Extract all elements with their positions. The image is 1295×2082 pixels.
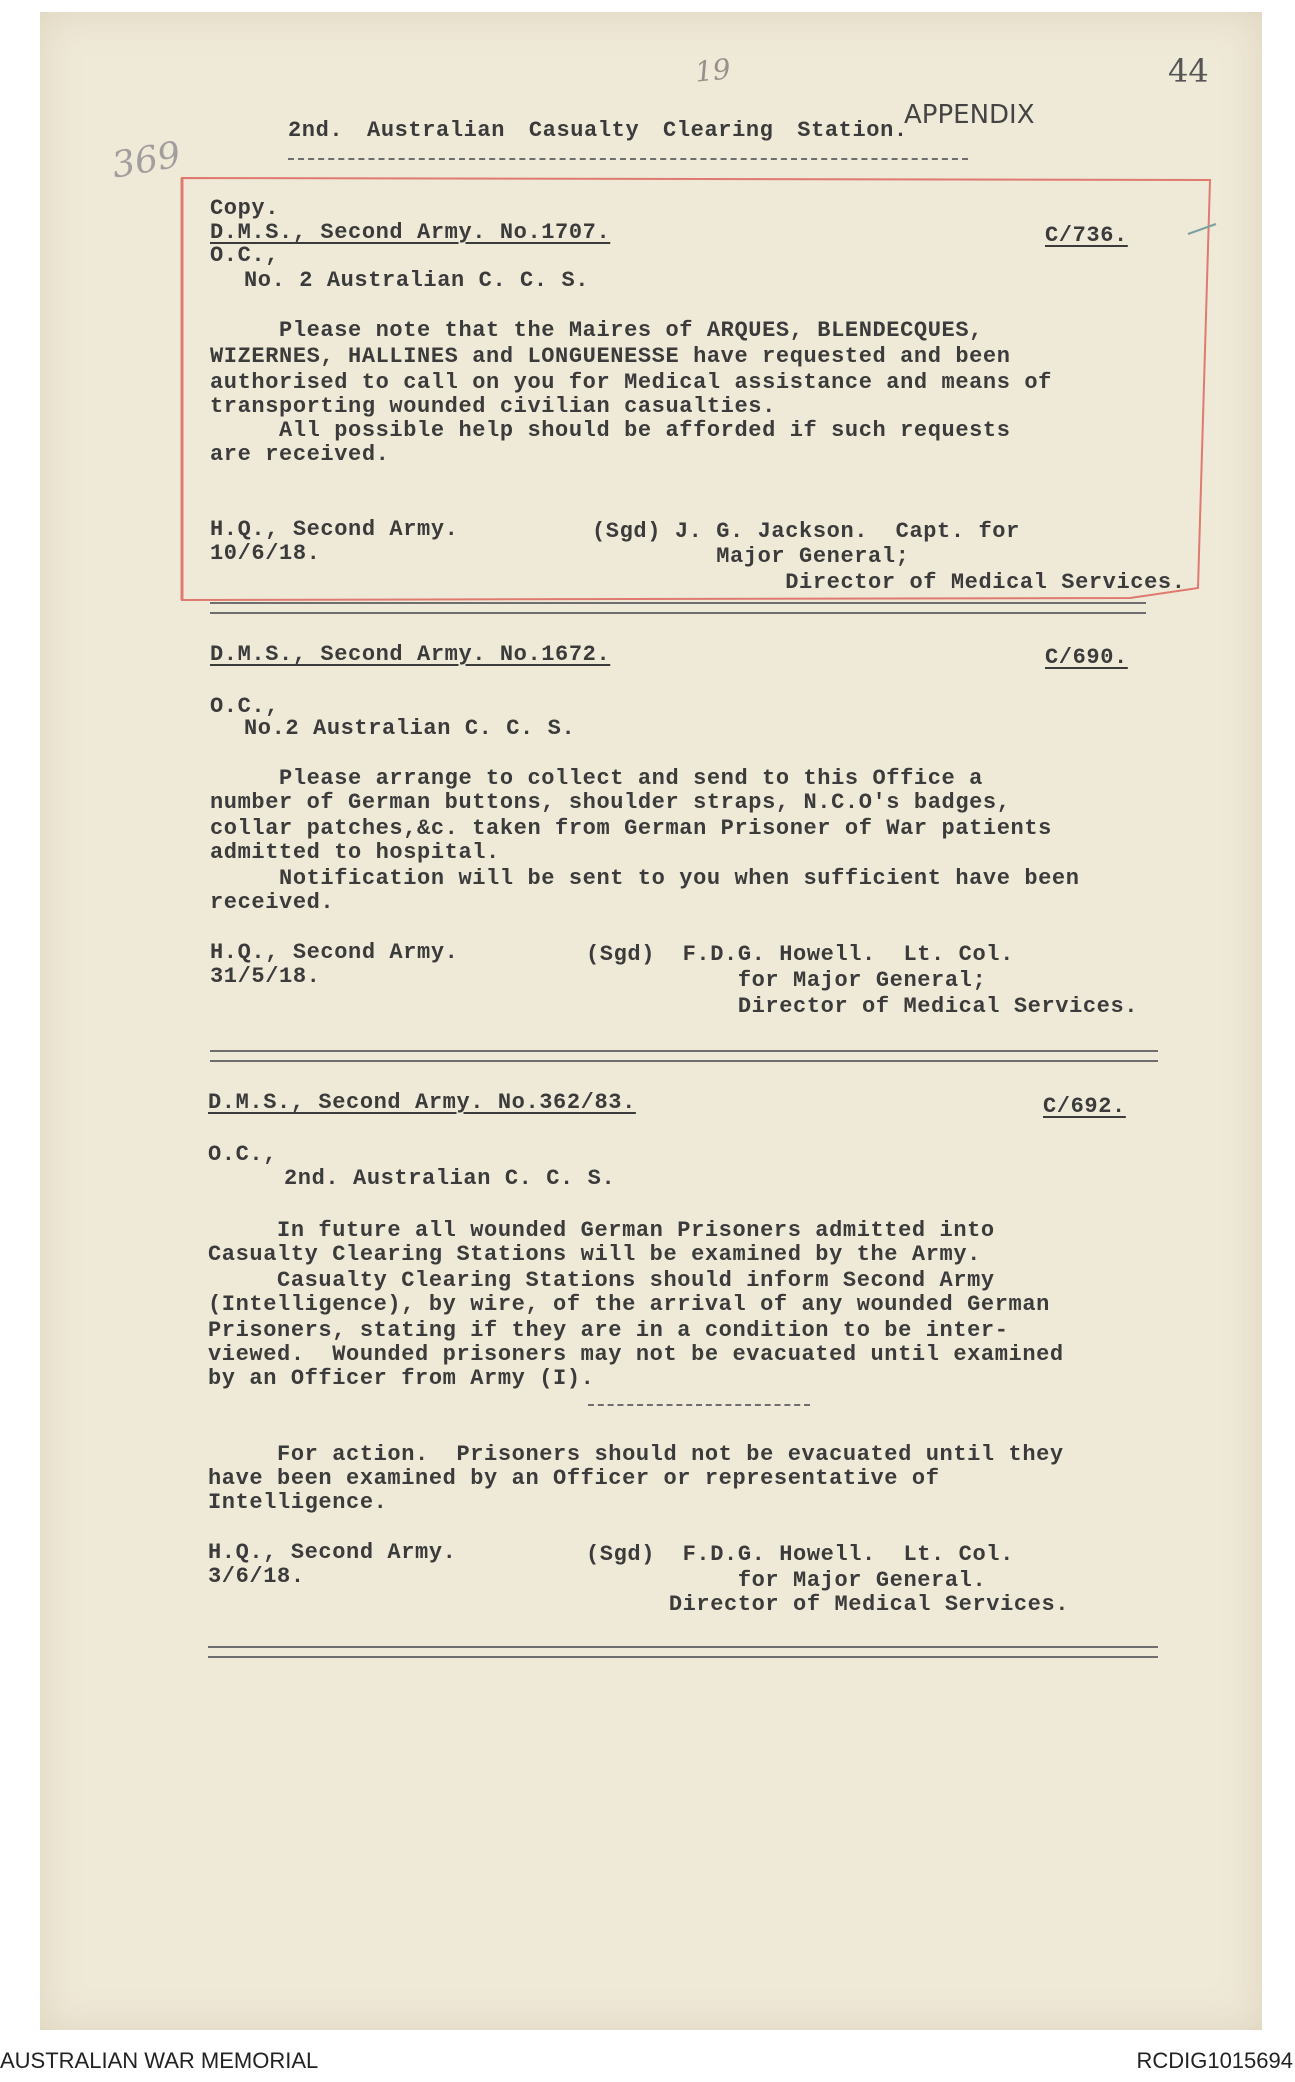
memo3-line: viewed. Wounded prisoners may not be evacuated until examined bbox=[208, 1342, 1064, 1367]
memo2-line: number of German buttons, shoulder straps, N.C.O's badges, bbox=[210, 790, 1011, 815]
memo3-addressee: O.C., bbox=[208, 1142, 278, 1167]
memo3-line: Casualty Clearing Stations will be examined by the Army. bbox=[208, 1242, 981, 1267]
memo2-hq: H.Q., Second Army. bbox=[210, 940, 459, 965]
memo3-hq: H.Q., Second Army. bbox=[208, 1540, 457, 1565]
memo1-signature-title: Major General; bbox=[592, 544, 910, 569]
memo1-unit: No. 2 Australian C. C. S. bbox=[244, 268, 590, 293]
memo1-line: All possible help should be afforded if such requests bbox=[210, 418, 1011, 443]
memo3-action-line: Intelligence. bbox=[208, 1490, 388, 1515]
memo2-line: received. bbox=[210, 890, 335, 915]
memo1-signature: (Sgd) J. G. Jackson. Capt. for bbox=[592, 519, 1020, 544]
memo1-line: authorised to call on you for Medical assistance and means of bbox=[210, 370, 1052, 395]
memo3-unit: 2nd. Australian C. C. S. bbox=[284, 1166, 616, 1191]
side-number: 369 bbox=[108, 134, 184, 187]
memo3-signature-title: for Major General. bbox=[586, 1568, 987, 1593]
memo1-hq: H.Q., Second Army. bbox=[210, 517, 459, 542]
memo1-line: are received. bbox=[210, 442, 390, 467]
document-page bbox=[40, 12, 1262, 2030]
memo3-date: 3/6/18. bbox=[208, 1564, 305, 1589]
memo2-signature: (Sgd) F.D.G. Howell. Lt. Col. bbox=[586, 942, 1014, 967]
memo1-line: transporting wounded civilian casualties. bbox=[210, 394, 776, 419]
memo2-code: C/690. bbox=[1045, 645, 1128, 670]
header-rule bbox=[288, 158, 968, 160]
short-separator bbox=[588, 1404, 810, 1406]
memo3-line: by an Officer from Army (I). bbox=[208, 1366, 595, 1391]
separator-rule bbox=[208, 1646, 1158, 1658]
memo2-signature-office: Director of Medical Services. bbox=[586, 994, 1139, 1019]
memo1-line: Please note that the Maires of ARQUES, BLENDECQUES, bbox=[210, 318, 983, 343]
memo3-action-line: have been examined by an Officer or representative of bbox=[208, 1466, 940, 1491]
memo2-unit: No.2 Australian C. C. S. bbox=[244, 716, 576, 741]
pencil-number: 19 bbox=[693, 52, 733, 89]
appendix-stamp: APPENDIX bbox=[904, 100, 1035, 130]
memo1-line: WIZERNES, HALLINES and LONGUENESSE have requested and been bbox=[210, 344, 1011, 369]
memo1-copy: Copy. bbox=[210, 196, 280, 221]
memo2-date: 31/5/18. bbox=[210, 964, 321, 989]
memo2-line: Notification will be sent to you when sufficient have been bbox=[210, 866, 1080, 891]
footer-record-id: RCDIG1015694 bbox=[1136, 2048, 1293, 2073]
memo3-action-line: For action. Prisoners should not be evacuated until they bbox=[208, 1442, 1064, 1467]
memo2-line: admitted to hospital. bbox=[210, 840, 500, 865]
memo3-reference: D.M.S., Second Army. No.362/83. bbox=[208, 1090, 636, 1115]
separator-rule bbox=[210, 1050, 1158, 1062]
memo3-signature-office: Director of Medical Services. bbox=[586, 1592, 1070, 1617]
separator-rule bbox=[210, 602, 1146, 614]
memo1-signature-office: Director of Medical Services. bbox=[592, 570, 1186, 595]
memo3-code: C/692. bbox=[1043, 1094, 1126, 1119]
memo2-reference: D.M.S., Second Army. No.1672. bbox=[210, 642, 611, 667]
memo2-addressee: O.C., bbox=[210, 694, 280, 719]
memo1-addressee: O.C., bbox=[210, 243, 280, 268]
memo3-line: Casualty Clearing Stations should inform Second Army bbox=[208, 1268, 995, 1293]
memo1-date: 10/6/18. bbox=[210, 541, 321, 566]
document-header: 2nd. Australian Casualty Clearing Station. bbox=[288, 118, 908, 143]
memo3-signature: (Sgd) F.D.G. Howell. Lt. Col. bbox=[586, 1542, 1014, 1567]
folio-number: 44 bbox=[1168, 52, 1209, 90]
memo3-line: In future all wounded German Prisoners admitted into bbox=[208, 1218, 995, 1243]
memo2-line: collar patches,&c. taken from German Prisoner of War patients bbox=[210, 816, 1052, 841]
memo1-code: C/736. bbox=[1045, 223, 1128, 248]
memo3-line: (Intelligence), by wire, of the arrival of any wounded German bbox=[208, 1292, 1050, 1317]
footer-institution: AUSTRALIAN WAR MEMORIAL bbox=[0, 2048, 319, 2073]
memo2-signature-title: for Major General; bbox=[586, 968, 987, 993]
memo2-line: Please arrange to collect and send to this Office a bbox=[210, 766, 983, 791]
memo3-line: Prisoners, stating if they are in a condition to be inter- bbox=[208, 1318, 1009, 1343]
memo1-reference: D.M.S., Second Army. No.1707. bbox=[210, 220, 611, 245]
